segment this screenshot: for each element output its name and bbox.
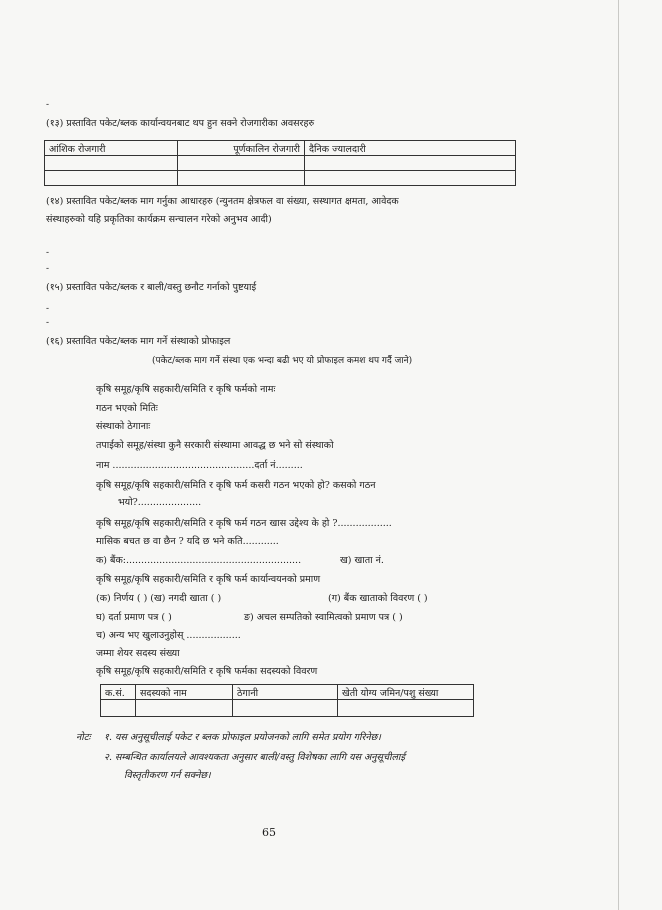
employment-table: [44, 140, 516, 186]
profile-line: गठन भएको मितिः: [96, 403, 158, 414]
header-address: ठेगानी: [233, 685, 338, 700]
evidence-line: (ग) बैंक खाताको विवरण ( ): [328, 593, 428, 604]
section-13-heading: (१३) प्रस्तावित पकेट/ब्लक कार्यान्वयनबाट थप हुन सक्ने रोजगारीका अवसरहरु: [46, 118, 315, 129]
page-edge: [618, 0, 619, 910]
profile-line: नाम ...............................................दर्ता नं.........: [96, 460, 303, 471]
evidence-line: ङ) अचल सम्पतिको स्वामित्वको प्रमाण पत्र ( ): [244, 612, 403, 623]
dash-mark: -: [46, 318, 50, 328]
dash-mark: -: [46, 100, 50, 110]
header-partial-employment: आंशिक रोजगारी: [45, 141, 178, 156]
section-14-line2: संस्थाहरुको यहि प्रकृतिका कार्यक्रम सन्चालन गरेको अनुभव आदी): [46, 214, 272, 225]
note-2-line2: विस्तृतीकरण गर्न सक्नेछ।: [124, 770, 211, 781]
profile-line: संस्थाको ठेगानाः: [96, 421, 151, 432]
profile-line: कृषि समूह/कृषि सहकारी/समिति र कृषि फर्म कार्यान्वयनको प्रमाण: [96, 574, 321, 585]
table-row: [101, 700, 474, 717]
header-land-livestock: खेती योग्य जमिन/पशु संख्या: [338, 685, 474, 700]
section-15-heading: (१५) प्रस्तावित पकेट/ब्लक र बाली/वस्तु छनौट गर्नाको पुष्टयाई: [46, 282, 257, 293]
profile-line: कृषि समूह/कृषि सहकारी/समिति र कृषि फर्म गठन खास उद्देश्य के हो ?..................: [96, 518, 392, 529]
bank-name-line: क) बैंक:..........................................................: [96, 555, 302, 566]
section-16-heading: (१६) प्रस्तावित पकेट/ब्लक माग गर्ने संस्थाको प्रोफाइल: [46, 336, 231, 347]
profile-line: कृषि समूह/कृषि सहकारी/समिति र कृषि फर्मको नामः: [96, 384, 276, 395]
header-daily-wage: दैनिक ज्यालदारी: [305, 141, 516, 156]
dash-mark: -: [46, 264, 50, 274]
table-row: [45, 141, 516, 156]
profile-line: कृषि समूह/कृषि सहकारी/समिति र कृषि फर्मका सदस्यको विवरण: [96, 666, 318, 677]
profile-line: कृषि समूह/कृषि सहकारी/समिति र कृषि फर्म कसरी गठन भएको हो? कसको गठन: [96, 480, 376, 491]
note-2-line1: २. सम्बन्धित कार्यालयले आवश्यकता अनुसार बाली/वस्तु विशेषका लागि यस अनुसूचीलाई: [104, 752, 406, 763]
section-14-line1: (१४) प्रस्तावित पकेट/ब्लक माग गर्नुका आधारहरु (न्युनतम क्षेत्रफल वा संख्या, सस्थागत क्षमता, आवेदक: [46, 196, 399, 207]
member-table: [100, 684, 474, 717]
note-label: नोटः: [76, 732, 91, 743]
profile-line: जम्मा शेयर सदस्य संख्या: [96, 648, 180, 659]
profile-line: भयो?.....................: [118, 497, 202, 508]
evidence-line: घ) दर्ता प्रमाण पत्र ( ): [96, 612, 172, 623]
header-serial: क.सं.: [101, 685, 136, 700]
note-1: १. यस अनुसूचीलाई पकेट र ब्लक प्रोफाइल प्रयोजनको लागि समेत प्रयोग गरिनेछ।: [104, 732, 381, 743]
profile-line: तपाईको समूह/संस्था कुनै सरकारी संस्थामा आवद्ध छ भने सो संस्थाको: [96, 440, 334, 451]
section-16-subnote: (पकेट/ब्लक माग गर्ने संस्था एक भन्दा बढी भए यो प्रोफाइल कमश थप गर्दै जाने): [152, 356, 413, 366]
account-number-line: ख) खाता नं.: [340, 555, 384, 566]
dash-mark: -: [46, 304, 50, 314]
table-row: [45, 156, 516, 171]
evidence-line: (क) निर्णय ( ) (ख) नगदी खाता ( ): [96, 593, 222, 604]
header-fulltime-employment: पूर्णकालिन रोजगारी: [178, 141, 305, 156]
header-member-name: सदस्यको नाम: [136, 685, 233, 700]
table-row: [101, 685, 474, 700]
page-number: 65: [262, 826, 276, 839]
table-row: [45, 171, 516, 186]
dash-mark: -: [46, 248, 50, 258]
evidence-line: च) अन्य भए खुलाउनुहोस् ..................: [96, 630, 241, 641]
profile-line: मासिक बचत छ वा छैन ? यदि छ भने कति............: [96, 536, 279, 547]
